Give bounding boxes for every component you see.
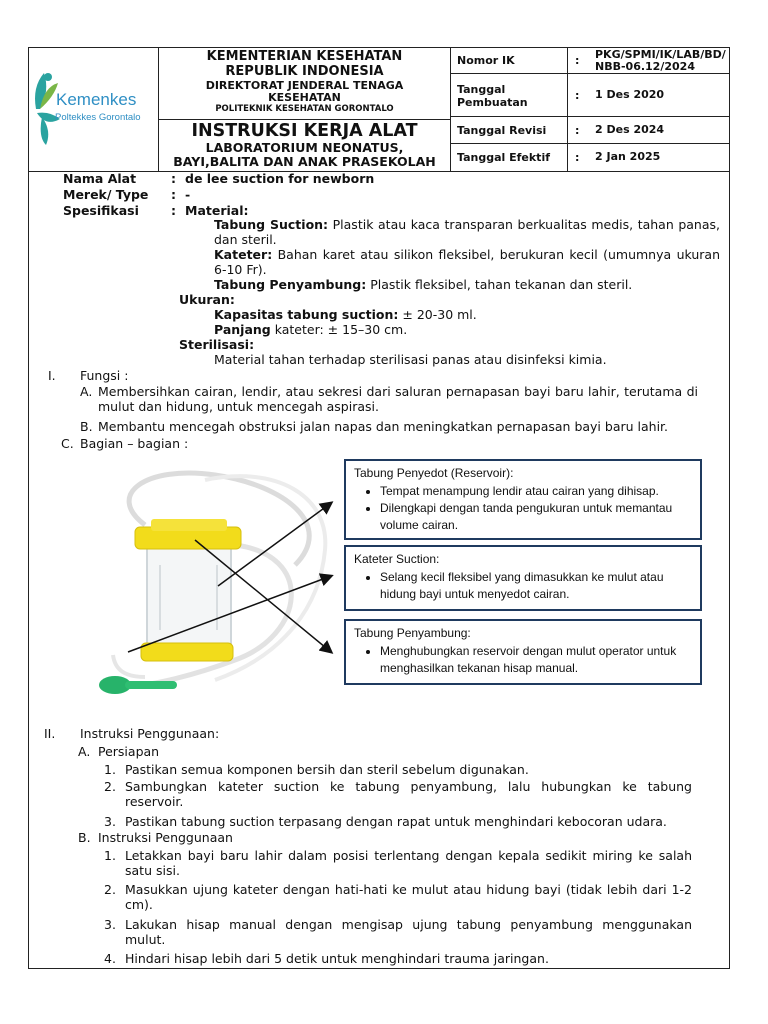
spesifikasi-label: Spesifikasi (63, 203, 139, 218)
svg-text:Poltekkes Gorontalo: Poltekkes Gorontalo (55, 112, 141, 123)
meta-row-revisi: Tanggal Revisi : 2 Des 2024 (451, 117, 730, 144)
sterilisasi-label: Sterilisasi: (179, 337, 255, 352)
merek-value: - (185, 187, 191, 202)
header-title-block (159, 47, 451, 171)
persiapan-step-1: Pastikan semua komponen bersih dan steril sebelum digunakan. (125, 762, 529, 777)
document-title: INSTRUKSI KERJA ALAT (191, 121, 418, 141)
nama-alat-label: Nama Alat (63, 171, 137, 186)
meta-row-efektif: Tanggal Efektif : 2 Jan 2025 (451, 144, 730, 171)
persiapan-title: Persiapan (98, 744, 160, 759)
lab-name-line2: BAYI,BALITA DAN ANAK PRASEKOLAH (173, 154, 436, 169)
spec-kateter: Kateter: Bahan karet atau silikon fleksibel, berukuran kecil (umumnya ukuran 6-10 Fr). (214, 247, 720, 277)
svg-text:Kemenkes: Kemenkes (56, 90, 137, 109)
meta-row-nomor: Nomor IK : PKG/SPMI/IK/LAB/BD/ NBB-06.12/2024 (451, 47, 730, 74)
polytechnic-name: POLITEKNIK KESEHATAN GORONTALO (215, 104, 394, 114)
penggunaan-step-1: Letakkan bayi baru lahir dalam posisi terlentang dengan kepala sedikit miring ke salah satu sisi. (125, 848, 692, 878)
document-header (28, 47, 730, 171)
callout-kateter: Kateter Suction: • Selang kecil fleksibel yang dimasukkan ke mulut atau hidung bayi untuk menyedot cairan. (344, 545, 702, 611)
fungsi-item-a: Membersihkan cairan, lendir, atau sekresi dari saluran pernapasan bayi baru lahir, terutama di mulut dan hidung, untuk mencegah aspirasi. (98, 384, 698, 414)
fungsi-title: Fungsi : (80, 368, 129, 383)
spec-kapasitas: Kapasitas tabung suction: ± 20-30 ml. (214, 307, 477, 322)
de-lee-suction-image (85, 455, 350, 710)
ukuran-label: Ukuran: (179, 292, 235, 307)
section-1-number: I. (48, 368, 56, 383)
penggunaan-title: Instruksi Penggunaan (98, 830, 233, 845)
persiapan-step-2: Sambungkan kateter suction ke tabung penyambung, lalu hubungkan ke tabung reservoir. (125, 779, 692, 809)
bagian-title: Bagian – bagian : (80, 436, 189, 451)
penggunaan-step-4: Hindari hisap lebih dari 5 detik untuk menghindari trauma jaringan. (125, 951, 549, 966)
material-label: Material: (185, 203, 249, 218)
instruksi-title: Instruksi Penggunaan: (80, 726, 220, 741)
merek-label: Merek/ Type (63, 187, 149, 202)
document-meta-table (451, 47, 730, 171)
kemenkes-logo-icon (28, 47, 159, 171)
lab-name-line1: LABORATORIUM NEONATUS, (205, 140, 404, 155)
callout-penyambung: Tabung Penyambung: • Menghubungkan reservoir dengan mulut operator untuk menghasilkan tekanan hisap manual. (344, 619, 702, 685)
directorate-name: DIREKTORAT JENDERAL TENAGA KESEHATAN (205, 79, 404, 104)
nama-alat-value: de lee suction for newborn (185, 171, 375, 186)
persiapan-step-3: Pastikan tabung suction terpasang dengan rapat untuk menghindari kebocoran udara. (125, 814, 667, 829)
penggunaan-step-2: Masukkan ujung kateter dengan hati-hati ke mulut atau hidung bayi (tidak lebih dari 1-2 cm). (125, 882, 692, 912)
spec-tabung-suction: Tabung Suction: Plastik atau kaca transparan berkualitas medis, tahan panas, dan steril. (214, 217, 720, 247)
ministry-name: KEMENTERIAN KESEHATAN (206, 49, 403, 64)
kemenkes-logo (28, 47, 159, 171)
fungsi-item-b: Membantu mencegah obstruksi jalan napas dan meningkatkan pernapasan bayi baru lahir. (98, 419, 669, 434)
callout-reservoir: Tabung Penyedot (Reservoir): • Tempat menampung lendir atau cairan yang dihisap. • Dilengkapi dengan tanda pengukuran untuk memantau volume cairan. (344, 459, 702, 540)
republic-name: REPUBLIK INDONESIA (225, 64, 384, 79)
spec-penyambung: Tabung Penyambung: Plastik fleksibel, tahan tekanan dan steril. (214, 277, 633, 292)
penggunaan-step-3: Lakukan hisap manual dengan mengisap ujung tabung penyambung menggunakan mulut. (125, 917, 692, 947)
spec-panjang: Panjang kateter: ± 15–30 cm. (214, 322, 408, 337)
meta-row-pembuatan: Tanggal Pembuatan : 1 Des 2020 (451, 74, 730, 117)
spec-sterilisasi: Material tahan terhadap sterilisasi panas atau disinfeksi kimia. (214, 352, 607, 367)
section-2-number: II. (44, 726, 56, 741)
